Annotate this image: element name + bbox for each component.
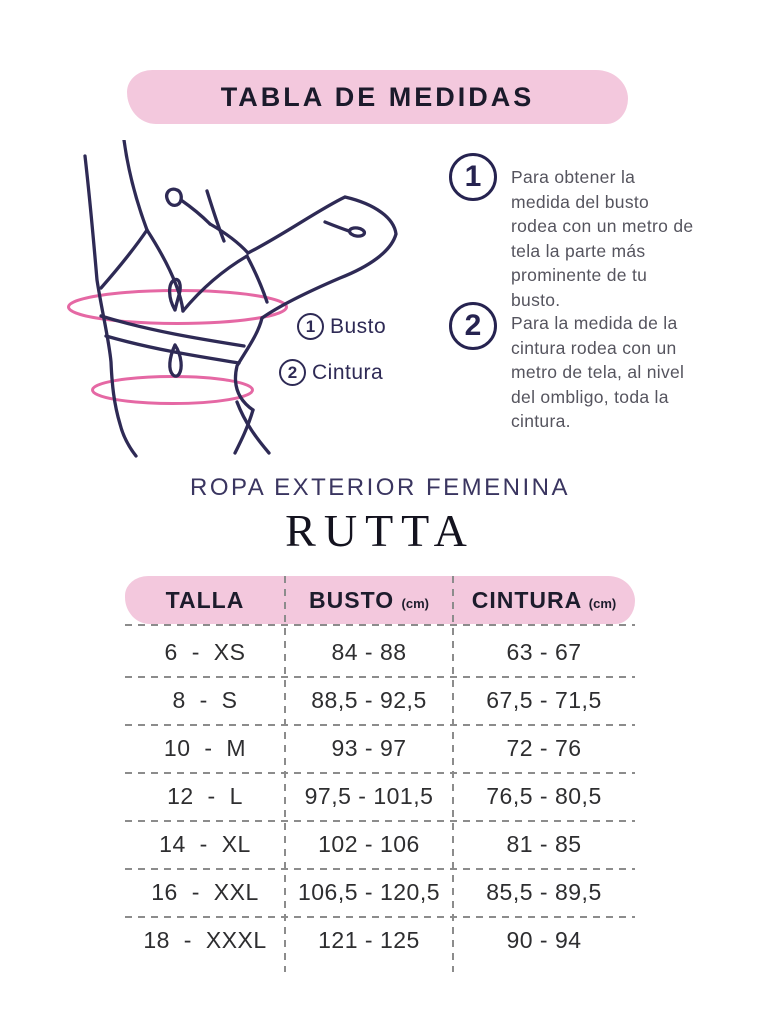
cell-talla: 14 - XL xyxy=(159,830,251,857)
cell-cintura: 67,5 - 71,5 xyxy=(486,686,602,713)
cell-busto: 93 - 97 xyxy=(331,734,407,761)
bust-callout xyxy=(297,313,386,340)
column-header-cintura: CINTURA (cm) xyxy=(471,586,617,613)
size-table xyxy=(125,576,635,964)
cell-busto: 106,5 - 120,5 xyxy=(297,878,441,905)
figure-strokes xyxy=(85,140,396,456)
brand-logo: RUTTA xyxy=(285,505,475,556)
cintura-unit: (cm) xyxy=(588,595,617,611)
figure-line-art xyxy=(40,140,440,460)
table-row xyxy=(125,868,635,916)
bust-number-badge: 1 xyxy=(297,313,324,340)
cell-cintura: 85,5 - 89,5 xyxy=(486,878,602,905)
busto-unit: (cm) xyxy=(401,595,429,611)
step-2-badge: 2 xyxy=(449,302,497,350)
waist-callout xyxy=(279,359,383,386)
waist-label: Cintura xyxy=(312,360,384,384)
waist-measure-ellipse xyxy=(93,377,253,404)
cell-talla: 12 - L xyxy=(167,782,243,809)
cell-busto: 121 - 125 xyxy=(318,926,420,953)
table-body xyxy=(125,624,635,964)
step-1-badge: 1 xyxy=(449,153,497,201)
bust-label: Busto xyxy=(330,314,387,338)
table-header xyxy=(125,576,635,624)
table-row xyxy=(125,772,635,820)
cell-cintura: 76,5 - 80,5 xyxy=(486,782,602,809)
cell-busto: 102 - 106 xyxy=(318,830,420,857)
cell-talla: 8 - S xyxy=(172,686,238,713)
table-row xyxy=(125,676,635,724)
cell-talla: 16 - XXL xyxy=(151,878,259,905)
waist-number-badge: 2 xyxy=(279,359,306,386)
table-row xyxy=(125,724,635,772)
step-2-text: Para la medida de la cintura rodea con un metro de tela, al nivel del ombligo, toda la cintura. xyxy=(511,313,685,431)
table-row xyxy=(125,820,635,868)
section-heading: ROPA EXTERIOR FEMENINA xyxy=(190,474,570,501)
cell-talla: 6 - XS xyxy=(164,638,246,665)
column-header-talla: TALLA xyxy=(165,586,245,613)
cell-busto: 84 - 88 xyxy=(331,638,407,665)
title-banner xyxy=(127,70,628,124)
column-separator xyxy=(452,576,454,972)
cell-cintura: 90 - 94 xyxy=(506,926,582,953)
step-1-text: Para obtener la medida del busto rodea con un metro de tela la parte más prominente de tu busto. xyxy=(511,167,694,310)
cell-busto: 88,5 - 92,5 xyxy=(311,686,427,713)
page-title: TABLA DE MEDIDAS xyxy=(220,81,535,112)
cell-cintura: 81 - 85 xyxy=(506,830,582,857)
cell-talla: 18 - XXXL xyxy=(143,926,267,953)
torso-measurement-illustration xyxy=(40,140,440,460)
table-row xyxy=(125,916,635,964)
cell-cintura: 72 - 76 xyxy=(506,734,582,761)
column-header-busto: BUSTO (cm) xyxy=(309,586,429,613)
column-separator xyxy=(284,576,286,972)
table-row xyxy=(125,628,635,676)
cell-busto: 97,5 - 101,5 xyxy=(304,782,434,809)
cell-cintura: 63 - 67 xyxy=(506,638,582,665)
cell-talla: 10 - M xyxy=(163,734,247,761)
